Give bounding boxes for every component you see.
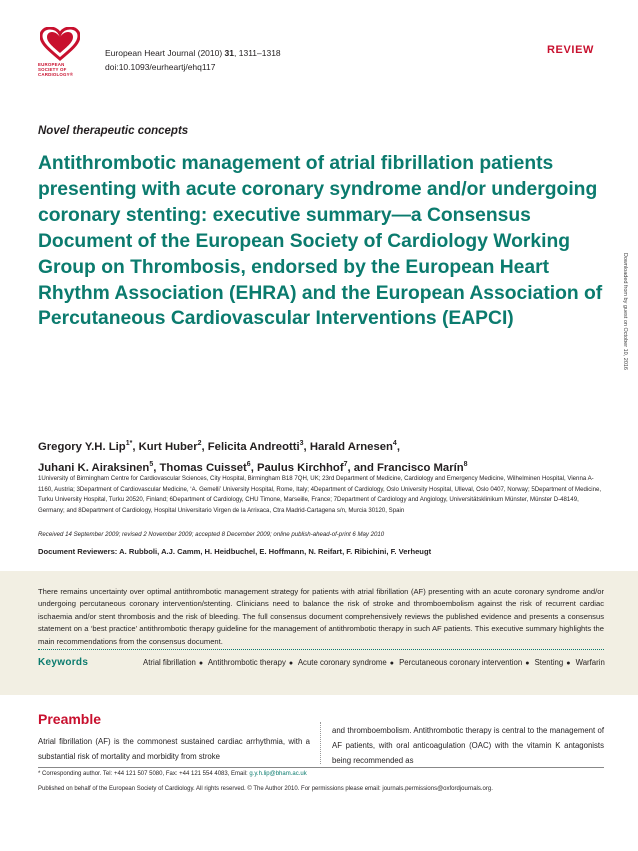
article-type-label: REVIEW [547,44,594,56]
heart-logo-icon [40,27,80,61]
keyword: Stenting [534,658,564,667]
section-heading: Preamble [38,711,102,727]
received-dates: Received 14 September 2009; revised 2 November 2009; accepted 8 December 2009; online publish-ahead-of-print 6 May 2010 [38,531,385,538]
author: Felicita Andreotti$^3$, [207,440,310,453]
bullet-icon: ● [566,660,571,667]
logo-text: EUROPEAN SOCIETY OF CARDIOLOGY® [38,62,74,78]
body-column-left: Atrial fibrillation (AF) is the commonest sustained cardiac arrhythmia, with a substantial risk of mortality and morbidity from stroke [38,737,310,761]
section-label: Novel therapeutic concepts [38,125,189,137]
publication-note: Published on behalf of the European Society of Cardiology. All rights reserved. © The Author 2010. For permissions please email: journals.permissions@oxfordjournals.org. [38,786,493,792]
author: Paulus Kirchhof$^7$, and [256,460,377,474]
keyword: Warfarin [575,658,605,667]
download-note: Downloaded from by guest on October 10, 2016 [622,252,628,370]
author-list [38,435,603,477]
bullet-icon: ● [525,660,530,667]
author: Francisco Marín$^8$ [377,460,468,474]
bullet-icon: ● [198,660,204,667]
author: Harald Arnesen$^4$, [309,440,400,453]
keyword: Antithrombotic therapy [207,658,286,667]
bullet-icon: ● [288,660,294,667]
esc-logo [38,27,94,89]
abstract-text: There remains uncertainty over optimal antithrombotic management strategy for patients with atrial fibrillation (AF) presenting with an acute coronary syndrome and/or undergoing percutaneous coronary intervention/stenting. Clinicians need to balance the risk of stroke and thromboembolism against the risk of recurrent cardiac ischaemia and/or stent thrombosis and the risk of bleeding. The full consensus document comprehensively reviews the published evidence and presents a consensus statement on a ‘best practice’ antithrombotic therapy guideline for the management of antithrombotic therapy in such AF patients. This executive summary highlights the main recommendations from the consensus document. [38,587,604,646]
keyword: Acute coronary syndrome [297,658,387,667]
keywords-divider [38,649,604,650]
keyword: Atrial fibrillation [143,658,196,667]
bullet-icon: ● [389,660,394,667]
article-title: Antithrombotic management of atrial fibrillation patients presenting with acute coronary syndrome and/or undergoing coronary stenting: executive summary—a Consensus Document of the European Society of Cardiology Working Group on Thrombosis, endorsed by the European Heart Rhythm Association (EHRA) and the European Association of Percutaneous Cardiovascular Interventions (EAPCI) [38,153,603,330]
keyword: Percutaneous coronary intervention [399,658,523,667]
footnote-rule [38,767,604,768]
column-divider [320,722,321,764]
body-column-right: and thromboembolism. Antithrombotic therapy is central to the management of AF patients, with oral anticoagulation (OAC) with the vitamin K antagonists being recommended as [332,726,604,765]
keywords-label: Keywords [38,657,89,668]
corresponding-author: * Corresponding author. Tel: +44 121 507 5080, Fax: +44 121 554 4083, Email: g.y.h.lip@bham.ac.uk [38,771,307,777]
author: Thomas Cuisset$^6$, [159,460,257,474]
email-link[interactable]: g.y.h.lip@bham.ac.uk [249,771,307,777]
doi: doi:10.1093/eurheartj/ehq117 [105,62,216,72]
journal-citation: European Heart Journal (2010) 31, 1311–1318 doi:10.1093/eurheartj/ehq117 [105,48,281,72]
document-reviewers: Document Reviewers: A. Rubboli, A.J. Camm, H. Heidbuchel, E. Hoffmann, N. Reifart, F. Ribichini, F. Verheugt [38,547,432,556]
author: Gregory Y.H. Lip$^{1*}$, [38,440,139,453]
author: Juhani K. Airaksinen$^5$, [38,460,160,474]
keywords-list [143,657,605,670]
affiliations: 1University of Birmingham Centre for Cardiovascular Sciences, City Hospital, Birmingham B18 7QH, UK; 23rd Department of Medicine, Cardiology and Emergency Medicine, Wilhelminen Hospital, Vienna A-1160, Austria; 3Department of Cardiovascular Medicine, ‘A. Gemelli’ University Hospital, Rome, Italy; 4Department of Cardiology, Oslo University Hospital, Ulleval, Oslo 0407, Norway; 5Department of Medicine, Turku University Hospital, Turku 20520, Finland; 6Department of Cardiology, CHU Timone, Marseille, France; 7Department of Cardiology and Angiology, Universitätsklinikum Münster, Münster D-48149, Germany; and 8Department of Cardiology, Hospital Universitario Virgen de la Arrixaca, Ctra Madrid-Cartagena s/n, Murcia 30120, Spain [38,475,602,514]
author: Kurt Huber$^2$, [138,440,208,453]
